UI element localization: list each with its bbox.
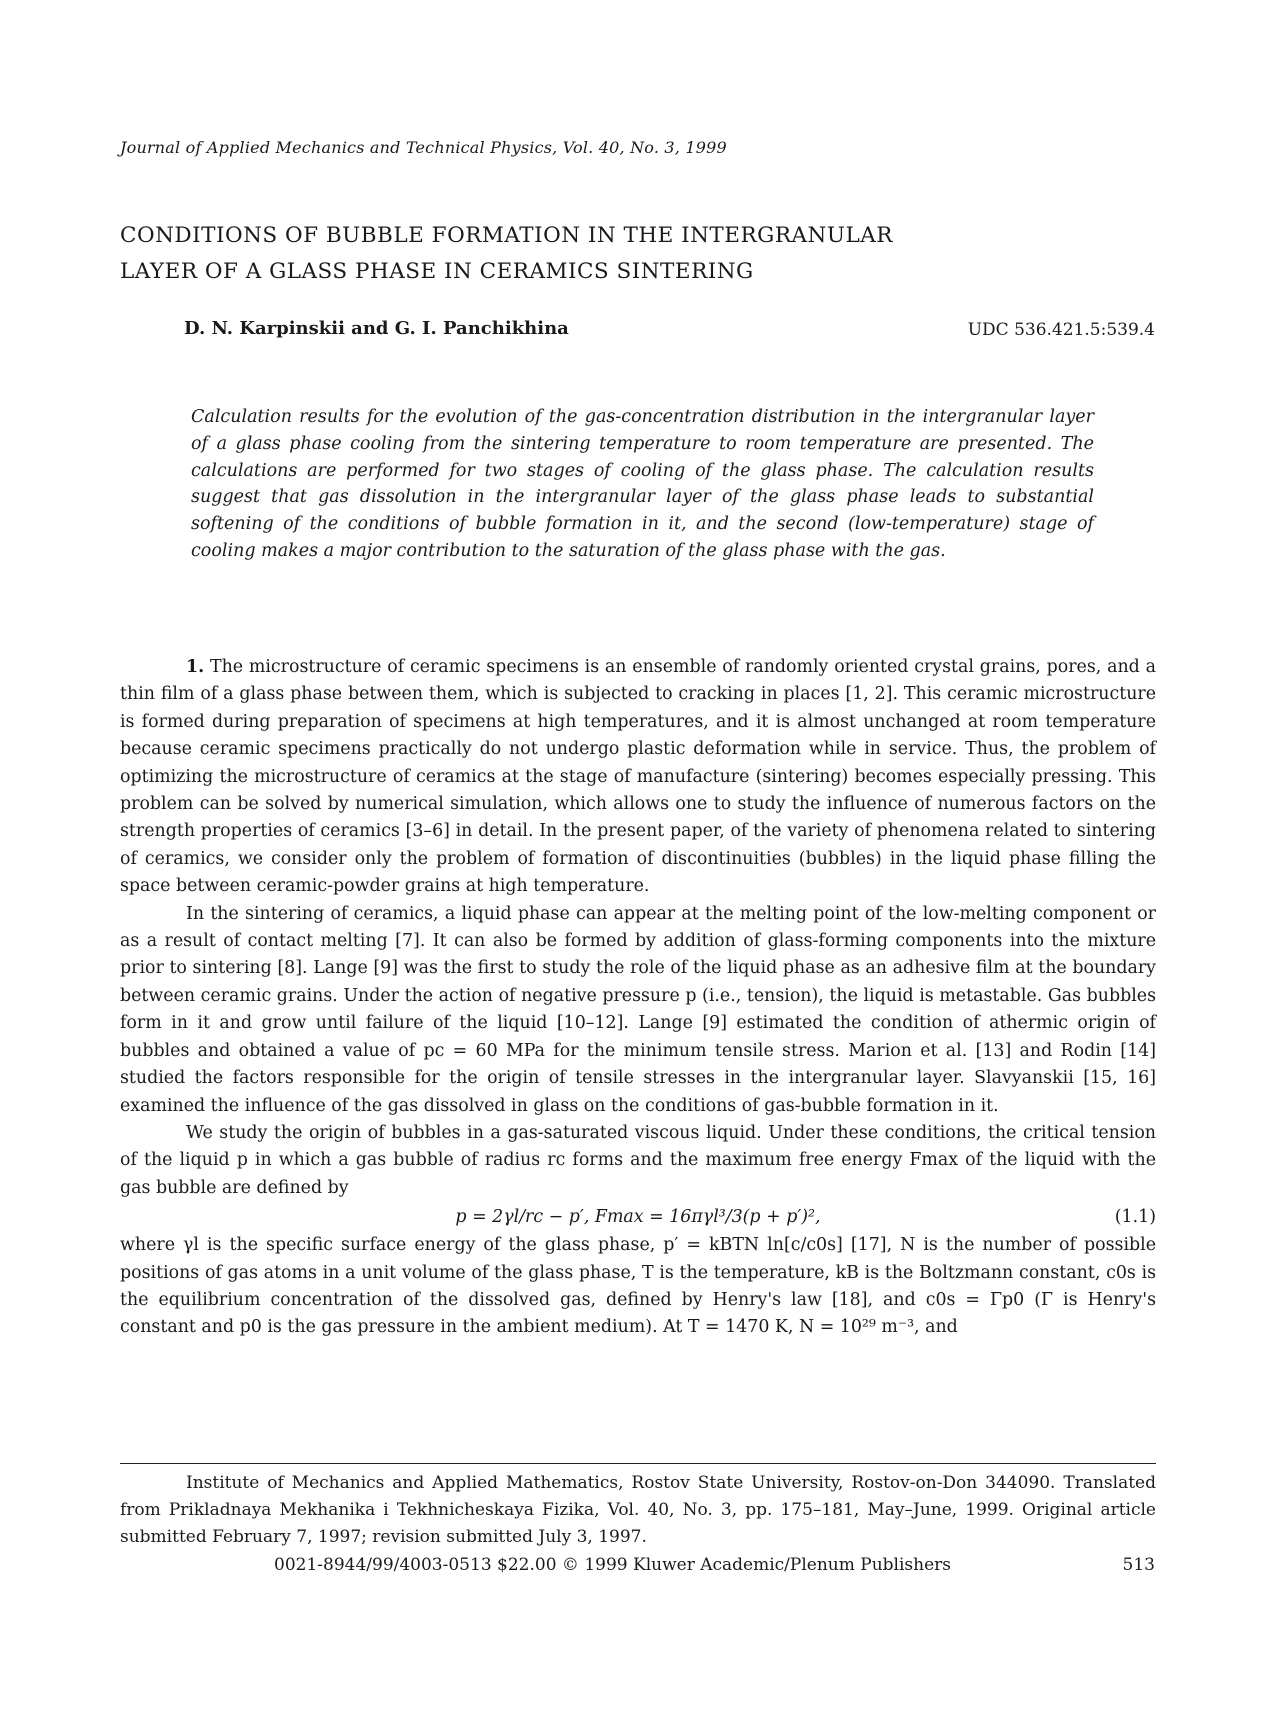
article-title	[120, 218, 893, 290]
title-line-2: LAYER OF A GLASS PHASE IN CERAMICS SINTERING	[120, 259, 754, 284]
journal-header: Journal of Applied Mechanics and Technical Physics, Vol. 40, No. 3, 1999	[120, 138, 727, 157]
section-number: 1.	[186, 657, 205, 677]
authors: D. N. Karpinskii and G. I. Panchikhina	[184, 318, 569, 339]
equation-body: p = 2γl/rc − p′, Fmax = 16πγl³/3(p + p′)²,	[455, 1207, 821, 1228]
page-number: 513	[1122, 1555, 1155, 1575]
abstract: Calculation results for the evolution of the gas-concentration distribution in the intergranular layer of a glass phase cooling from the sintering temperature to room temperature are presented. The calculations are performed for two stages of cooling of the glass phase. The calculation results suggest that gas dissolution in the intergranular layer of the glass phase leads to substantial softening of the conditions of bubble formation in it, and the second (low-temperature) stage of cooling makes a major contribution to the saturation of the glass phase with the gas.	[191, 407, 1094, 561]
paragraph-1-text: The microstructure of ceramic specimens is an ensemble of randomly oriented crystal grains, pores, and a thin film of a glass phase between them, which is subjected to cracking in places [1, 2]. This ceramic microstructure is formed during preparation of specimens at high temperatures, and it is almost unchanged at room temperature because ceramic specimens practically do not undergo plastic deformation while in service. Thus, the problem of optimizing the microstructure of ceramics at the stage of manufacture (sintering) becomes especially pressing. This problem can be solved by numerical simulation, which allows one to study the influence of numerous factors on the strength properties of ceramics [3–6] in detail. In the present paper, of the variety of phenomena related to sintering of ceramics, we consider only the problem of formation of discontinuities (bubbles) in the liquid phase filling the space between ceramic-powder grains at high temperature.	[120, 657, 1156, 897]
equation-number: (1.1)	[1114, 1207, 1156, 1228]
paragraph-4: where γl is the specific surface energy of the glass phase, p′ = kBTN ln[c/c0s] [17], N is the number of possible positions of gas atoms in a unit volume of the glass phase, T is the temperature, kB is the Boltzmann constant, c0s is the equilibrium concentration of the dissolved gas, defined by Henry's law [18], and c0s = Γp0 (Γ is Henry's constant and p0 is the gas pressure in the ambient medium). At T = 1470 K, N = 10²⁹ m⁻³, and	[120, 1235, 1156, 1338]
udc-code: UDC 536.421.5:539.4	[967, 320, 1155, 340]
paragraph-2: In the sintering of ceramics, a liquid phase can appear at the melting point of the low-melting component or as a result of contact melting [7]. It can also be formed by addition of glass-forming components into the mixture prior to sintering [8]. Lange [9] was the first to study the role of the liquid phase as an adhesive film at the boundary between ceramic grains. Under the action of negative pressure p (i.e., tension), the liquid is metastable. Gas bubbles form in it and grow until failure of the liquid [10–12]. Lange [9] estimated the condition of athermic origin of bubbles and obtained a value of pc = 60 MPa for the minimum tensile stress. Marion et al. [13] and Rodin [14] studied the factors responsible for the origin of tensile stresses in the intergranular layer. Slavyanskii [15, 16] examined the influence of the gas dissolved in glass on the conditions of gas-bubble formation in it.	[120, 903, 1156, 1116]
paragraph-1	[120, 654, 1156, 901]
title-line-1: CONDITIONS OF BUBBLE FORMATION IN THE INTERGRANULAR	[120, 223, 893, 248]
copyright-line: 0021-8944/99/4003-0513 $22.00 © 1999 Kluwer Academic/Plenum Publishers	[274, 1555, 951, 1575]
equation-1-1	[120, 1202, 1156, 1232]
footnote-text: Institute of Mechanics and Applied Mathematics, Rostov State University, Rostov-on-Don 344090. Translated from Prikladnaya Mekhanika i Tekhnicheskaya Fizika, Vol. 40, No. 3, pp. 175–181, May–June, 1999. Original article submitted February 7, 1997; revision submitted July 3, 1997.	[120, 1473, 1156, 1547]
footnote	[120, 1470, 1156, 1551]
paragraph-3: We study the origin of bubbles in a gas-saturated viscous liquid. Under these conditions, the critical tension of the liquid p in which a gas bubble of radius rc forms and the maximum free energy Fmax of the liquid with the gas bubble are defined by	[120, 1122, 1156, 1198]
article-body	[120, 654, 1156, 1342]
footnote-rule	[120, 1463, 1156, 1464]
